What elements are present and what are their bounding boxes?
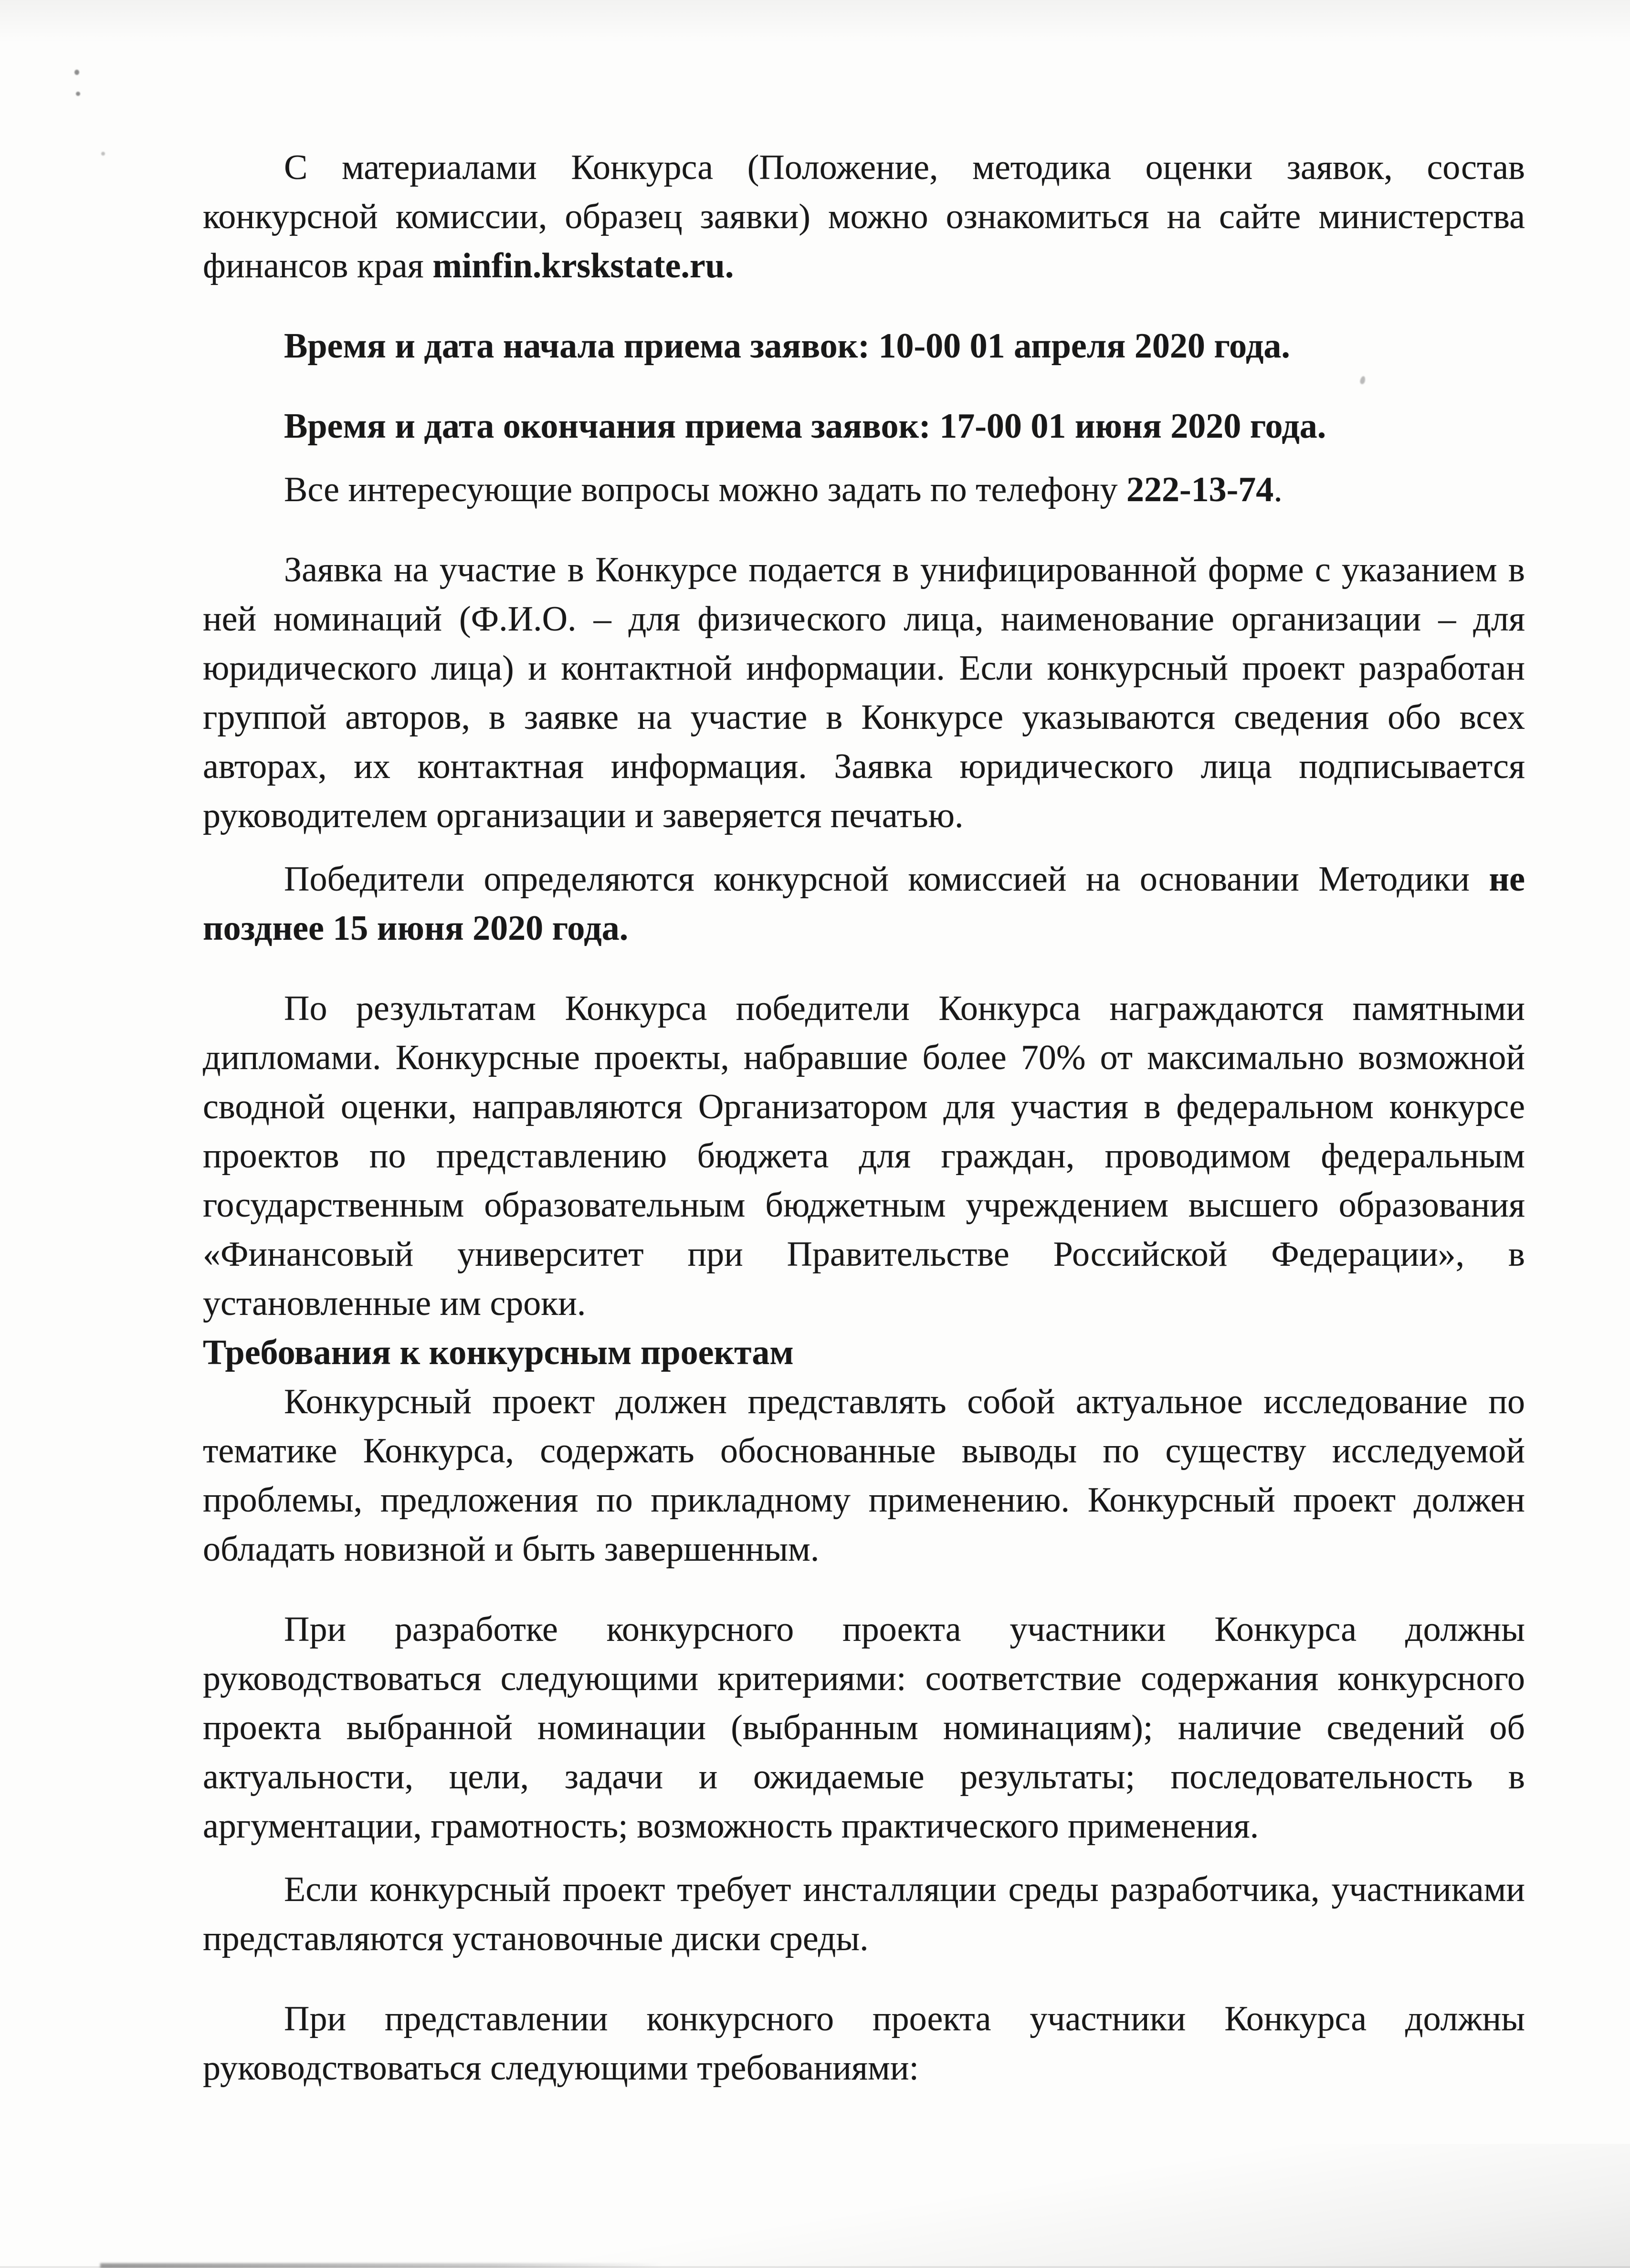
text-segment: Все интересующие вопросы можно задать по телефону — [284, 470, 1127, 509]
paragraph — [203, 984, 1525, 1328]
paragraph — [203, 1995, 1525, 2093]
paragraph — [203, 322, 1525, 371]
page-text — [203, 143, 1525, 2093]
scan-shade-bottom — [341, 2144, 1630, 2268]
text-segment: При представлении конкурсного проекта участники Конкурса должны руководствоваться следующими требованиями: — [203, 1999, 1525, 2088]
scan-speck — [76, 92, 80, 96]
text-segment: Победители определяются конкурсной комиссией на основании Методики — [284, 860, 1489, 899]
paragraph — [203, 143, 1525, 291]
text-segment: Если конкурсный проект требует инсталляции среды разработчика, участниками представляются установочные диски среды. — [203, 1870, 1525, 1958]
paragraph — [203, 1377, 1525, 1574]
bold-text-segment: 222-13-74 — [1126, 470, 1274, 509]
section-heading — [203, 1328, 1525, 1377]
scan-speck — [74, 70, 79, 75]
bold-text-segment: Время и дата начала приема заявок: 10-00 01 апреля 2020 года. — [284, 326, 1290, 366]
paragraph — [203, 402, 1525, 451]
text-segment: С материалами Конкурса (Положение, методика оценки заявок, состав конкурсной комиссии, образец заявки) можно ознакомиться на сайте министерства финансов края — [203, 148, 1525, 285]
bold-text-segment: minfin.krskstate.ru. — [432, 246, 734, 285]
scan-edge-strip — [100, 2263, 663, 2268]
scan-shade-top — [0, 0, 1630, 43]
bold-text-segment: Время и дата окончания приема заявок: 17-00 01 июня 2020 года. — [284, 407, 1326, 446]
paragraph — [203, 546, 1525, 840]
text-segment: . — [1273, 470, 1283, 509]
text-segment: При разработке конкурсного проекта участники Конкурса должны руководствоваться следующими критериями: соответствие содержания конкурсного проекта выбранной номинации (выбранным номинациям); наличие сведений об актуальности, цели, задачи и ожидаемые результаты; последовательность в аргументации, грамотность; возможность практического применения. — [203, 1610, 1525, 1846]
bold-text-segment: не позднее 15 июня 2020 года. — [203, 860, 1525, 948]
bold-text-segment: Требования к конкурсным проектам — [203, 1333, 794, 1372]
text-segment: Заявка на участие в Конкурсе подается в унифицированной форме с указанием в ней номинаций (Ф.И.О. – для физического лица, наименование организации – для юридического лица) и контактной информации. Если конкурсный проект разработан группой авторов, в заявке на участие в Конкурсе указываются сведения обо всех авторах, их контактная информация. Заявка юридического лица подписывается руководителем организации и заверяется печатью. — [203, 550, 1525, 835]
paragraph — [203, 1865, 1525, 1964]
scan-speck — [101, 152, 105, 156]
text-segment: Конкурсный проект должен представлять собой актуальное исследование по тематике Конкурса, содержать обоснованные выводы по существу исследуемой проблемы, предложения по прикладному применению. Конкурсный проект должен обладать новизной и быть завершенным. — [203, 1382, 1525, 1569]
paragraph — [203, 855, 1525, 953]
text-segment: По результатам Конкурса победители Конкурса награждаются памятными дипломами. Конкурсные проекты, набравшие более 70% от максимально возможной сводной оценки, направляются Организатором для участия в федеральном конкурсе проектов по представлению бюджета для граждан, проводимом федеральным государственным образовательным бюджетным учреждением высшего образования «Финансовый университет при Правительстве Российской Федерации», в установленные им сроки. — [203, 989, 1525, 1323]
paragraph — [203, 465, 1525, 514]
scan-edge-line — [0, 2266, 1630, 2268]
paragraph — [203, 1605, 1525, 1851]
